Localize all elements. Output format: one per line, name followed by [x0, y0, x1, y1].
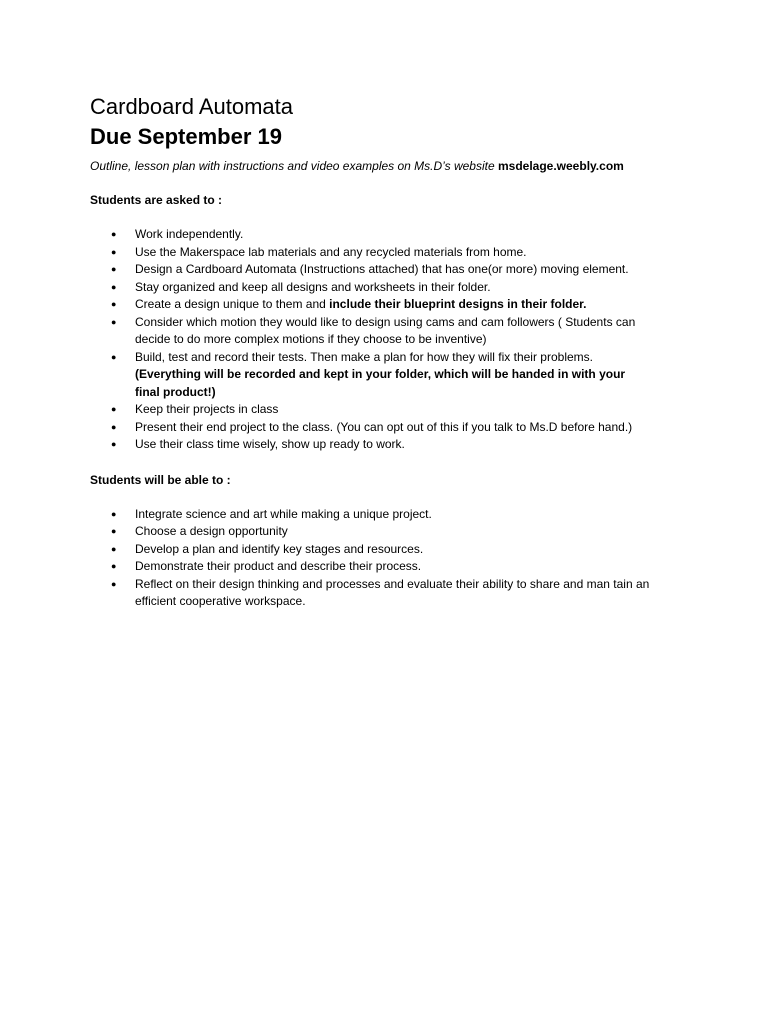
list-item-text: Create a design unique to them and	[135, 297, 330, 311]
list-item-text: Develop a plan and identify key stages and resources.	[135, 541, 424, 556]
list-item	[90, 419, 690, 437]
list-item	[90, 279, 690, 297]
list-item-text: Build, test and record their tests. Then make a plan for how they will fix their problems.	[135, 349, 593, 364]
list-item-text: Demonstrate their product and describe their process.	[135, 559, 422, 573]
list-item-text: Use their class time wisely, show up ready to work.	[135, 437, 405, 451]
list-item	[90, 576, 690, 611]
bullet-icon: ●	[111, 264, 117, 274]
list-item-text: Consider which motion they would like to design using cams and cam followers ( Students can	[135, 314, 636, 329]
list-item-text: Present their end project to the class. (You can opt out of this if you talk to Ms.D before hand.)	[135, 419, 633, 434]
bullet-icon: ●	[111, 299, 117, 309]
list-item-text-continued: decide to do more complex motions if they choose to be inventive)	[135, 332, 487, 346]
list-item-text: Work independently.	[135, 227, 244, 241]
bullet-icon: ●	[111, 316, 117, 327]
due-date: Due September 19	[90, 124, 282, 149]
bullet-icon: ●	[111, 421, 117, 432]
list-item	[90, 523, 690, 541]
list-item	[90, 541, 690, 559]
list-item	[90, 401, 690, 419]
bullet-icon: ●	[111, 561, 117, 571]
bullet-icon: ●	[111, 526, 117, 536]
list-item-text: Use the Makerspace lab materials and any recycled materials from home.	[135, 244, 527, 259]
document-body	[90, 92, 690, 611]
intro-paragraph	[90, 158, 690, 174]
bullet-icon: ●	[111, 578, 117, 589]
list-item	[90, 506, 690, 524]
intro-text: Outline, lesson plan with instructions and video examples on Ms.D’s website	[90, 159, 498, 173]
list-item	[90, 226, 690, 244]
asked-list	[90, 226, 690, 454]
bullet-icon: ●	[111, 229, 117, 239]
list-item-text: Integrate science and art while making a unique project.	[135, 506, 432, 521]
list-item-bold-text: (Everything will be recorded and kept in your folder, which will be handed in with your	[135, 367, 626, 381]
bullet-icon: ●	[111, 246, 117, 257]
list-item	[90, 558, 690, 576]
section-heading-able: Students will be able to :	[90, 472, 231, 487]
list-item-text: Design a Cardboard Automata (Instructions attached) that has one(or more) moving element.	[135, 262, 629, 276]
list-item-text: Stay organized and keep all designs and worksheets in their folder.	[135, 279, 491, 294]
list-item	[90, 314, 690, 349]
document-title: Cardboard Automata	[90, 94, 294, 119]
bullet-icon: ●	[111, 543, 117, 554]
list-item-text-continued: efficient cooperative workspace.	[135, 594, 306, 608]
bullet-icon: ●	[111, 404, 117, 414]
section-heading-asked: Students are asked to :	[90, 193, 223, 207]
list-item-text: Keep their projects in class	[135, 402, 279, 416]
list-item-bold-text-continued: final product!)	[135, 384, 216, 399]
website-link[interactable]: msdelage.weebly.com	[497, 159, 624, 173]
list-item	[90, 261, 690, 279]
bullet-icon: ●	[111, 281, 117, 292]
list-item-bold-text: include their blueprint designs in their folder.	[329, 297, 587, 311]
bullet-icon: ●	[111, 508, 117, 519]
list-item-text: Choose a design opportunity	[135, 524, 288, 538]
list-item	[90, 296, 690, 314]
list-item	[90, 244, 690, 262]
bullet-icon: ●	[111, 439, 117, 449]
list-item-text: Reflect on their design thinking and processes and evaluate their ability to share and man tain an	[135, 576, 650, 591]
able-list	[90, 506, 690, 611]
list-item	[90, 349, 690, 402]
bullet-icon: ●	[111, 351, 117, 362]
list-item	[90, 436, 690, 454]
